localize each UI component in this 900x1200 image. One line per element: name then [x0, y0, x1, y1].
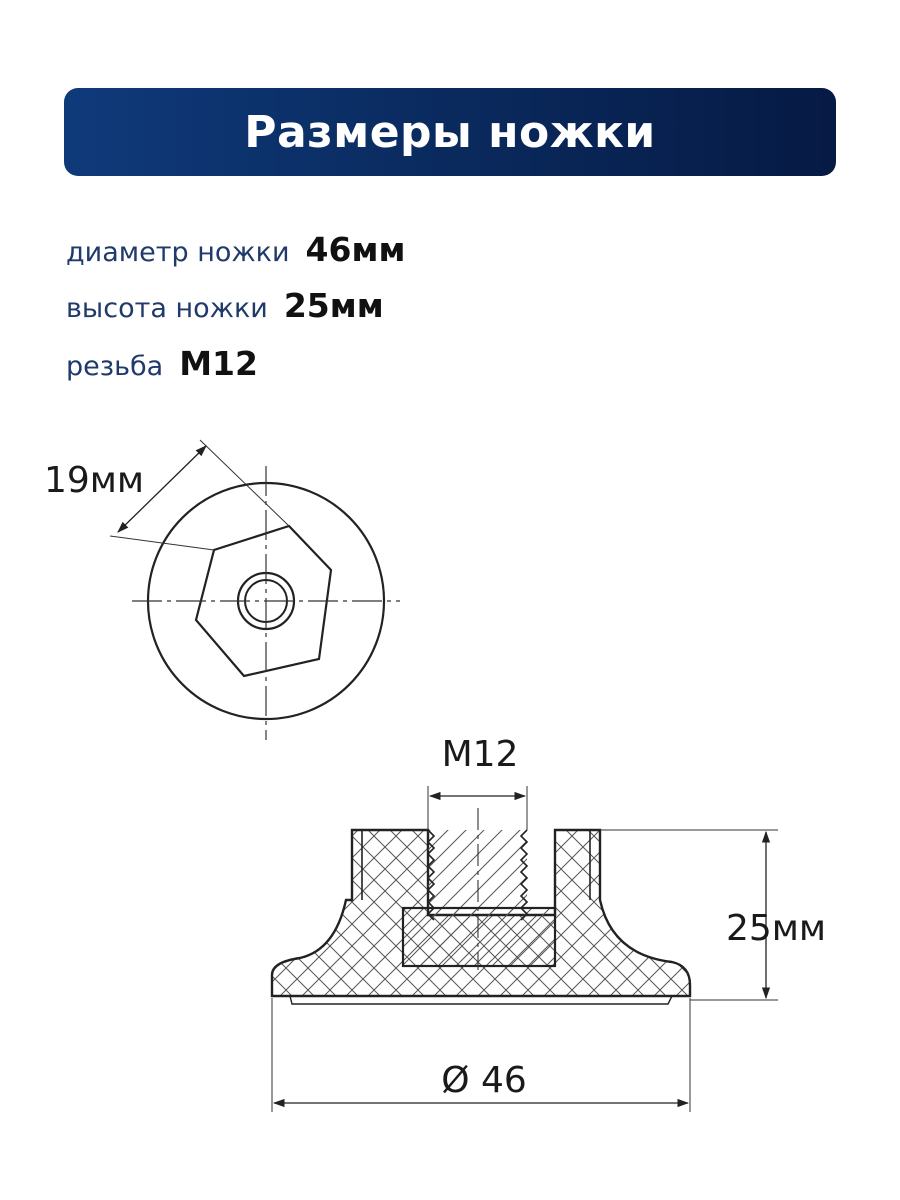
spec-value-thread: М12: [179, 344, 258, 383]
spec-label-thread: резьба: [66, 351, 164, 382]
side-view: [272, 734, 826, 1112]
thread-label: M12: [441, 734, 519, 775]
spec-value-diameter: 46мм: [305, 230, 406, 269]
hex-size-label: 19мм: [43, 460, 145, 501]
spec-label-diameter: диаметр ножки: [66, 237, 290, 268]
diameter-label: Ø 46: [441, 1060, 527, 1101]
threaded-insert-base: [403, 908, 555, 966]
top-view: [44, 440, 400, 740]
height-label: 25мм: [725, 908, 827, 949]
page-title: Размеры ножки: [244, 106, 656, 158]
hex-extension-line-1: [110, 536, 214, 550]
spec-label-height: высота ножки: [66, 293, 268, 324]
spec-value-height: 25мм: [283, 286, 384, 325]
